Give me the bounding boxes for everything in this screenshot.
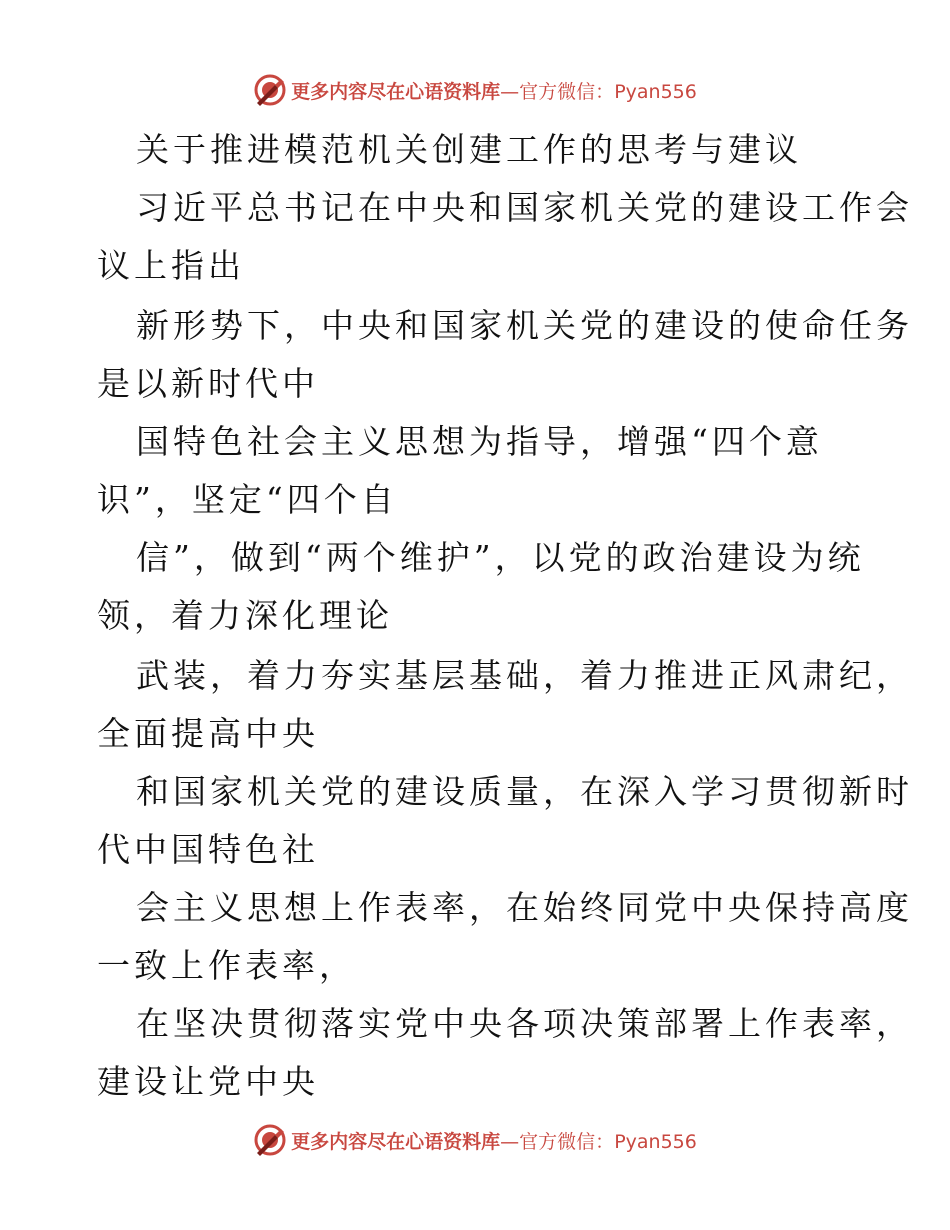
paragraph-line: 武装，着力夯实基层基础，着力推进正风肃纪， <box>136 656 913 695</box>
pen-logo-icon <box>253 1123 287 1157</box>
header-banner-text <box>291 77 697 104</box>
paragraph-line: 国特色社会主义思想为指导，增强“四个意 <box>136 422 823 461</box>
footer-banner <box>0 1120 950 1160</box>
footer-banner-main: 更多内容尽在心语资料库 <box>291 1130 501 1153</box>
paragraph-line: 信”，做到“两个维护”，以党的政治建设为统 <box>136 538 865 577</box>
paragraph-line: 建设让党中央 <box>97 1062 319 1101</box>
paragraph-line: 代中国特色社 <box>97 830 319 869</box>
footer-banner-wechat-label: 官方微信： <box>519 1130 615 1153</box>
paragraph-line: 习近平总书记在中央和国家机关党的建设工作会 <box>136 188 913 227</box>
footer-banner-wechat-id: Pyan556 <box>614 1130 697 1153</box>
pen-logo-icon <box>253 73 287 107</box>
paragraph-line: 是以新时代中 <box>97 364 319 403</box>
paragraph-line: 在坚决贯彻落实党中央各项决策部署上作表率， <box>136 1004 913 1043</box>
paragraph-line: 和国家机关党的建设质量，在深入学习贯彻新时 <box>136 772 913 811</box>
header-banner-wechat-id: Pyan556 <box>614 80 697 103</box>
paragraph-line: 全面提高中央 <box>97 714 319 753</box>
footer-banner-text <box>291 1127 697 1154</box>
document-title: 关于推进模范机关创建工作的思考与建议 <box>136 130 802 169</box>
paragraph-line: 识”，坚定“四个自 <box>97 480 398 519</box>
paragraph-line: 议上指出 <box>97 246 245 285</box>
paragraph-line: 新形势下，中央和国家机关党的建设的使命任务 <box>136 306 913 345</box>
paragraph-line: 领，着力深化理论 <box>97 596 393 635</box>
paragraph-line: 会主义思想上作表率，在始终同党中央保持高度 <box>136 888 913 927</box>
header-banner <box>0 70 950 110</box>
header-banner-main: 更多内容尽在心语资料库 <box>291 80 501 103</box>
footer-banner-separator: — <box>500 1130 520 1153</box>
header-banner-separator: — <box>500 80 520 103</box>
header-banner-wechat-label: 官方微信： <box>519 80 615 103</box>
paragraph-line: 一致上作表率， <box>97 946 356 985</box>
